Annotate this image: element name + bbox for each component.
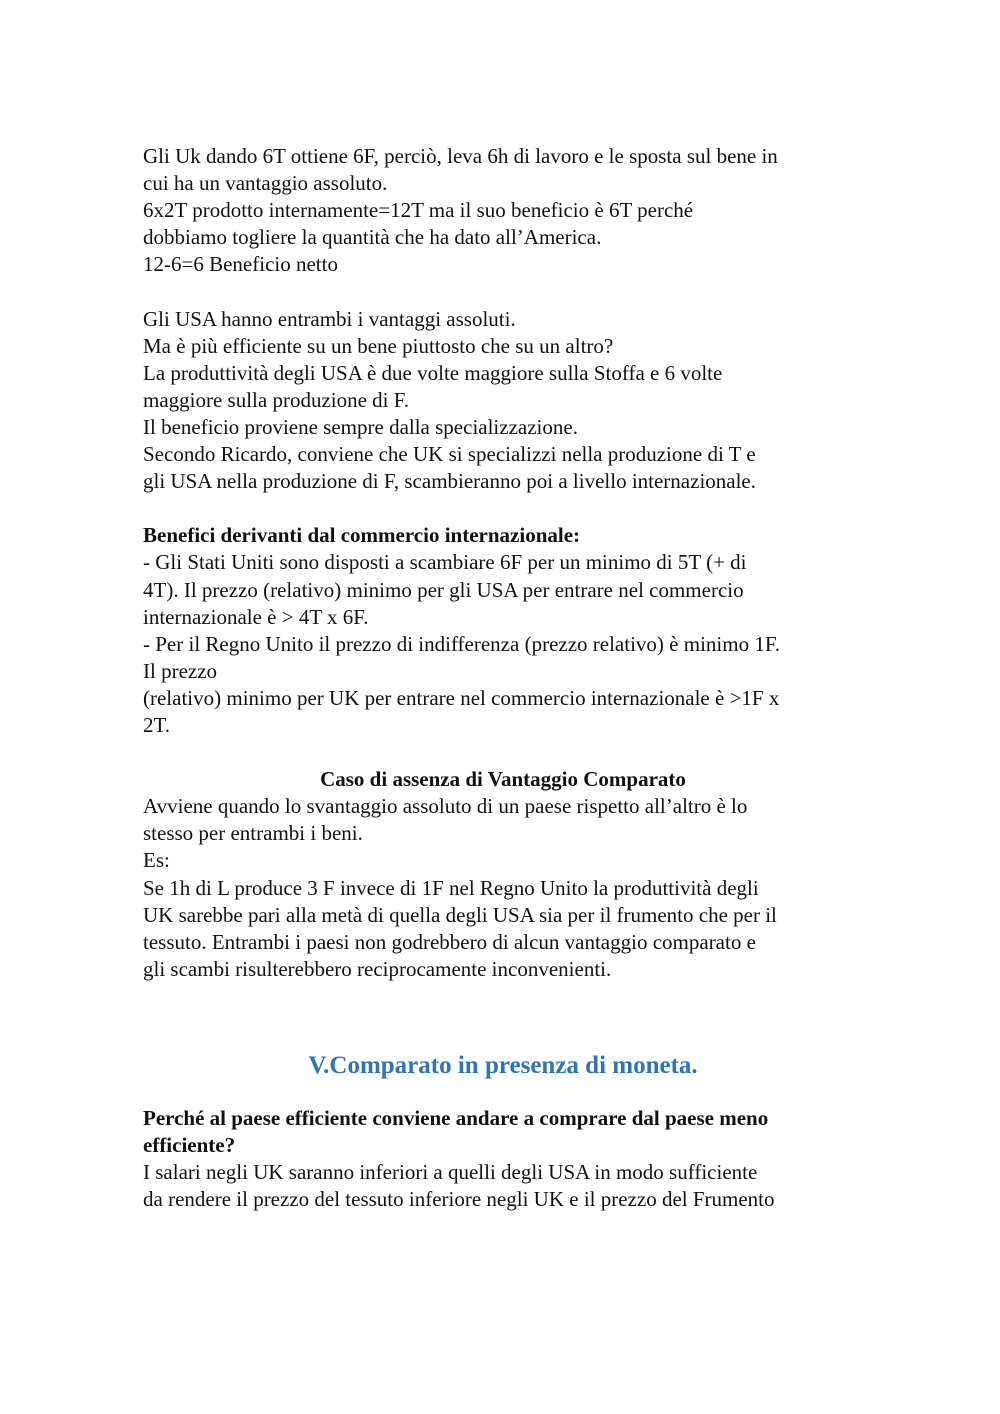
text-line: La produttività degli USA è due volte maggiore sulla Stoffa e 6 volte	[143, 360, 723, 385]
document-page	[143, 143, 863, 1213]
chapter-title: V.Comparato in presenza di moneta.	[308, 1051, 698, 1079]
paragraph-no-comparative-advantage	[143, 766, 863, 983]
text-line: Se 1h di L produce 3 F invece di 1F nel Regno Unito la produttività degli	[143, 875, 759, 900]
text-line: Il beneficio proviene sempre dalla specializzazione.	[143, 414, 578, 439]
paragraph-money-comparison	[143, 1105, 863, 1213]
section-heading-centered: Caso di assenza di Vantaggio Comparato	[320, 767, 686, 792]
text-line: gli scambi risulterebbero reciprocamente inconvenienti.	[143, 956, 612, 981]
text-line: Gli USA hanno entrambi i vantaggi assoluti.	[143, 306, 516, 331]
paragraph-trade-benefits	[143, 522, 863, 739]
text-line: cui ha un vantaggio assoluto.	[143, 171, 388, 196]
text-line: 12-6=6 Beneficio netto	[143, 252, 338, 277]
text-line: gli USA nella produzione di F, scambieranno poi a livello internazionale.	[143, 469, 756, 494]
text-line: Secondo Ricardo, conviene che UK si specializzi nella produzione di T e	[143, 442, 756, 467]
text-line: 2T.	[143, 712, 171, 737]
text-line: Ma è più efficiente su un bene piuttosto che su un altro?	[143, 333, 614, 358]
text-line: UK sarebbe pari alla metà di quella degli USA sia per il frumento che per il	[143, 902, 777, 927]
text-line: 4T). Il prezzo (relativo) minimo per gli USA per entrare nel commercio	[143, 577, 744, 602]
text-line: internazionale è > 4T x 6F.	[143, 604, 369, 629]
text-line: (relativo) minimo per UK per entrare nel commercio internazionale è >1F x	[143, 685, 780, 710]
paragraph-usa-advantages	[143, 306, 863, 496]
text-line: stesso per entrambi i beni.	[143, 821, 363, 846]
paragraph-spacer	[143, 739, 863, 766]
text-line: - Gli Stati Uniti sono disposti a scambiare 6F per un minimo di 5T (+ di	[143, 550, 747, 575]
paragraph-spacer	[143, 495, 863, 522]
text-line: maggiore sulla produzione di F.	[143, 387, 410, 412]
text-line: Gli Uk dando 6T ottiene 6F, perciò, leva 6h di lavoro e le sposta sul bene in	[143, 144, 778, 168]
paragraph-uk-benefit	[143, 143, 863, 278]
text-line: tessuto. Entrambi i paesi non godrebbero di alcun vantaggio comparato e	[143, 929, 756, 954]
question-heading: efficiente?	[143, 1133, 236, 1157]
text-line: Il prezzo	[143, 658, 218, 683]
text-line: 6x2T prodotto internamente=12T ma il suo beneficio è 6T perché	[143, 198, 694, 223]
text-line: dobbiamo togliere la quantità che ha dato all’America.	[143, 225, 602, 250]
text-line: I salari negli UK saranno inferiori a quelli degli USA in modo sufficiente	[143, 1160, 758, 1185]
text-line: Avviene quando lo svantaggio assoluto di un paese rispetto all’altro è lo	[143, 794, 748, 819]
text-line: - Per il Regno Unito il prezzo di indifferenza (prezzo relativo) è minimo 1F.	[143, 631, 781, 656]
section-heading: Benefici derivanti dal commercio internazionale:	[143, 523, 581, 548]
text-line: da rendere il prezzo del tessuto inferiore negli UK e il prezzo del Frumento	[143, 1187, 775, 1212]
paragraph-spacer	[143, 278, 863, 305]
question-heading: Perché al paese efficiente conviene andare a comprare dal paese meno	[143, 1105, 769, 1130]
text-line: Es:	[143, 848, 170, 873]
